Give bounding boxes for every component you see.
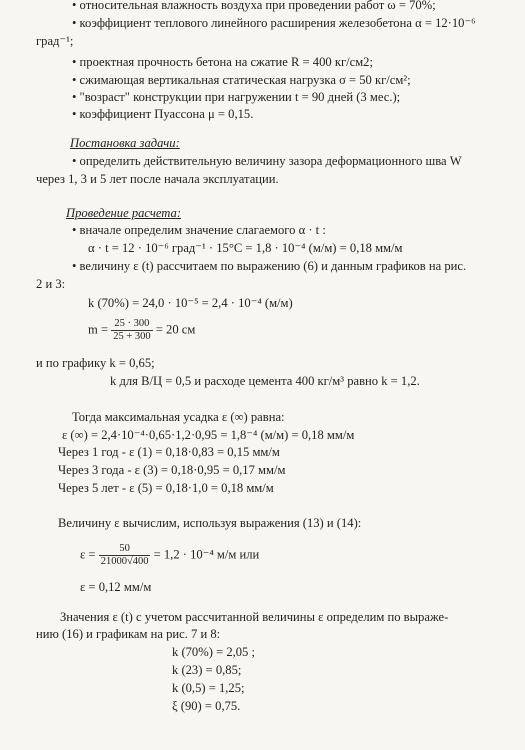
mn-numerator: 25 · 300	[111, 318, 152, 331]
mn-rhs: = 20 см	[155, 322, 196, 337]
heading-task: Постановка задачи:	[70, 136, 180, 150]
eps-rhs: = 1,2 · 10⁻⁴ м/м или	[153, 547, 260, 562]
eps-numerator: 50	[99, 543, 151, 556]
bullet-humidity: • относительная влажность воздуха при проведении работ ω = 70%;	[72, 0, 436, 12]
bullet-poisson-ratio: • коэффициент Пуассона μ = 0,15.	[72, 107, 254, 121]
calc-line-12: ε = 0,12 мм/м	[80, 580, 152, 594]
result-xi-90: ξ (90) = 0,75.	[172, 699, 241, 713]
calc-year-5: Через 5 лет - ε (5) = 0,18·1,0 = 0,18 мм/м	[58, 481, 274, 495]
result-k-humidity: k (70%) = 2,05 ;	[172, 645, 256, 659]
task-line-1: • определить действительную величину зазора деформационного шва W	[72, 154, 462, 168]
calc-line-11: Величину ε вычислим, используя выражения (13) и (14):	[58, 516, 362, 530]
formula-k-humidity: k (70%) = 24,0 · 10⁻⁵ = 2,4 · 10⁻⁴ (м/м)	[88, 296, 293, 310]
calc-line-14: нию (16) и графикам на рис. 7 и 8:	[36, 627, 221, 641]
result-k-05: k (0,5) = 1,25;	[172, 681, 245, 695]
calc-year-3: Через 3 года - ε (3) = 0,18·0,95 = 0,17 мм/м	[58, 463, 286, 477]
calc-line-6: Тогда максимальная усадка ε (∞) равна:	[72, 410, 285, 424]
formula-epsilon-ratio	[80, 543, 259, 568]
mn-denominator: 25 + 300	[113, 331, 151, 342]
result-k-23: k (23) = 0,85;	[172, 663, 242, 677]
bullet-compressive-load: • сжимающая вертикальная статическая нагрузка σ = 50 кг/см²;	[72, 73, 411, 87]
formula-mn	[88, 318, 195, 343]
mn-fraction	[111, 318, 152, 343]
eps-fraction	[99, 543, 151, 568]
eps-denominator: 21000√400	[100, 556, 149, 567]
task-line-2: через 1, 3 и 5 лет после начала эксплуатации.	[36, 172, 279, 186]
calc-line-13: Значения ε (t) с учетом рассчитанной величины ε определим по выраже-	[60, 610, 449, 624]
calc-line-2: • величину ε (t) рассчитаем по выражению (6) и данным графиков на рис.	[72, 259, 467, 273]
formula-alpha-t: α · t = 12 · 10⁻⁶ град⁻¹ · 15°C = 1,8 · 10⁻⁴ (м/м) = 0,18 мм/м	[88, 241, 403, 255]
eps-lhs: ε =	[80, 547, 96, 562]
bullet-thermal-coefficient: • коэффициент теплового линейного расширения железобетона α = 12·10⁻⁶	[72, 16, 476, 30]
bullet-thermal-unit: град⁻¹;	[36, 34, 74, 48]
calc-year-1: Через 1 год - ε (1) = 0,18·0,83 = 0,15 мм/м	[58, 445, 280, 459]
calc-max-shrinkage: ε (∞) = 2,4·10⁻⁴·0,65·1,2·0,95 = 1,8⁻⁴ (м/м) = 0,18 мм/м	[62, 428, 355, 442]
heading-calculation: Проведение расчета:	[66, 206, 182, 220]
calc-line-4: и по графику k = 0,65;	[36, 356, 155, 370]
calc-line-1: • вначале определим значение слагаемого α · t :	[72, 223, 326, 237]
bullet-structure-age: • "возраст" конструкции при нагружении t = 90 дней (3 мес.);	[72, 90, 401, 104]
calc-line-3: 2 и 3:	[36, 277, 66, 291]
calc-line-5: k для В/Ц = 0,5 и расходе цемента 400 кг/м³ равно k = 1,2.	[110, 374, 420, 388]
bullet-concrete-strength: • проектная прочность бетона на сжатие R = 400 кг/см2;	[72, 55, 373, 69]
mn-lhs: m =	[88, 322, 109, 337]
